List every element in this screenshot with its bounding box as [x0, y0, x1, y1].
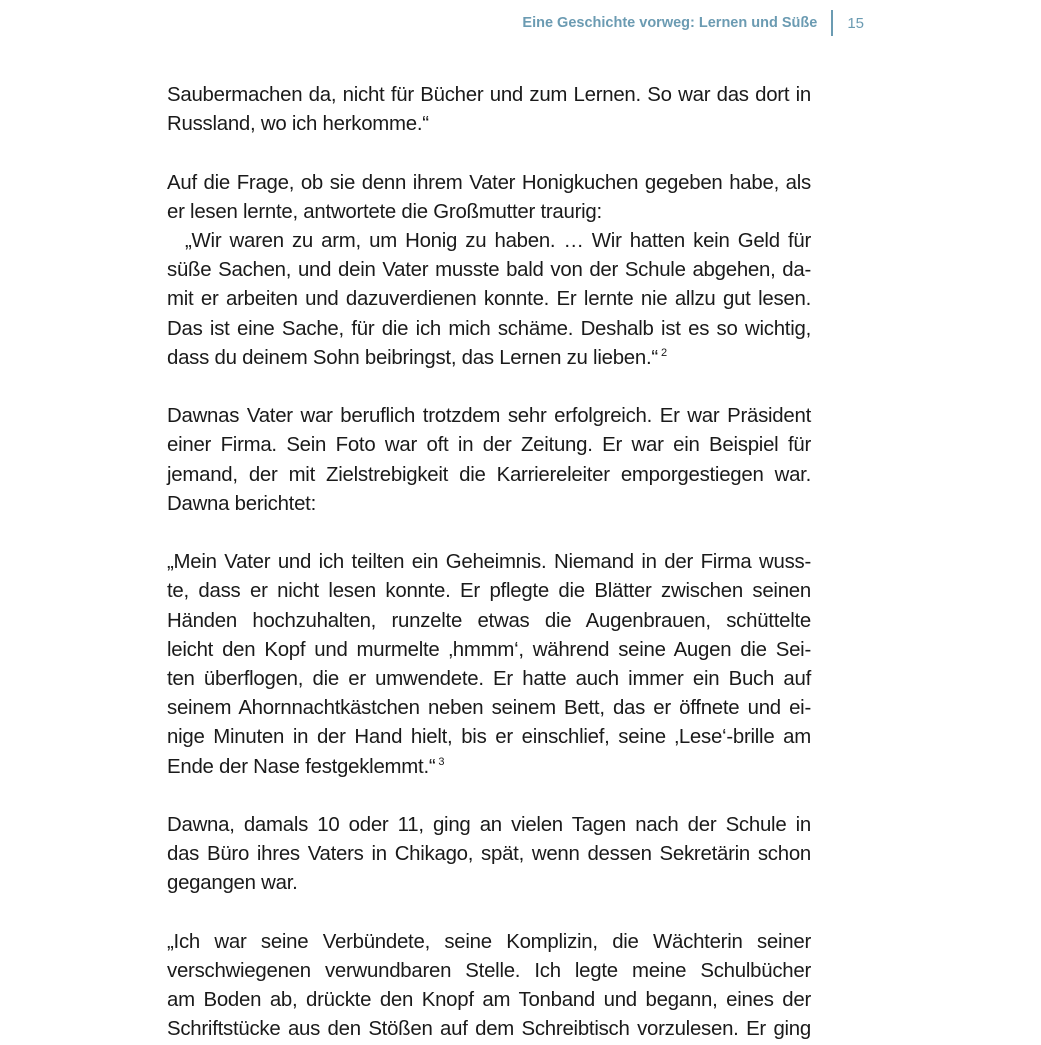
text-line [167, 344, 811, 373]
running-header [522, 10, 864, 36]
text-line: jemand, der mit Zielstrebigkeit die Karriereleiter emporgestiegen war. [167, 463, 811, 486]
text-line: gegangen war. [167, 872, 298, 895]
paragraph [167, 811, 811, 899]
body-text [167, 81, 811, 1045]
text-line: einer Firma. Sein Foto war oft in der Zeitung. Er war ein Beispiel für [167, 434, 811, 457]
text-line: am Boden ab, drückte den Knopf am Tonband und begann, eines der [167, 989, 811, 1012]
paragraph [167, 169, 811, 373]
text-line: er lesen lernte, antwortete die Großmutter traurig: [167, 200, 602, 223]
text-line: „Mein Vater und ich teilten ein Geheimnis. Niemand in der Firma wuss- [167, 551, 811, 574]
text-line: Dawna, damals 10 oder 11, ging an vielen Tagen nach der Schule in [167, 814, 811, 837]
footnote-marker: 3 [438, 755, 445, 768]
text-line: verschwiegenen verwundbaren Stelle. Ich legte meine Schulbücher [167, 960, 811, 983]
paragraph [167, 548, 811, 782]
page-number: 15 [847, 14, 864, 32]
text-line: leicht den Kopf und murmelte ‚hmmm‘, während seine Augen die Sei- [167, 638, 811, 661]
paragraph [167, 402, 811, 519]
text-line: „Wir waren zu arm, um Honig zu haben. … Wir hatten kein Geld für [185, 230, 811, 252]
text-line: süße Sachen, und dein Vater musste bald von der Schule abgehen, da- [167, 259, 811, 282]
text-line: Auf die Frage, ob sie denn ihrem Vater Honigkuchen gegeben habe, als [167, 171, 811, 194]
text-line: das Büro ihres Vaters in Chikago, spät, wenn dessen Sekretärin schon [167, 843, 811, 866]
text-line: Russland, wo ich herkomme.“ [167, 113, 429, 136]
text-line-content: Ende der Nase festgeklemmt.“ [167, 755, 436, 778]
text-line: Schriftstücke aus den Stößen auf dem Schreibtisch vorzulesen. Er ging [167, 1018, 811, 1041]
paragraph [167, 81, 811, 139]
chapter-title: Eine Geschichte vorweg: Lernen und Süße [522, 15, 818, 31]
text-line: „Ich war seine Verbündete, seine Komplizin, die Wächterin seiner [167, 930, 811, 953]
text-line: Das ist eine Sache, für die ich mich schäme. Deshalb ist es so wichtig, [167, 317, 811, 340]
paragraph [167, 928, 811, 1045]
text-line: seinem Ahornnachtkästchen neben seinem Bett, das er öffnete und ei- [167, 697, 811, 720]
text-line: Dawna berichtet: [167, 492, 317, 515]
text-line: te, dass er nicht lesen konnte. Er pflegte die Blätter zwischen seinen [167, 580, 811, 603]
header-divider [831, 10, 833, 36]
text-line: mit er arbeiten und dazuverdienen konnte. Er lernte nie allzu gut lesen. [167, 288, 811, 311]
text-line-content: dass du deinem Sohn beibringst, das Lernen zu lieben.“ [167, 346, 658, 369]
text-line [167, 753, 811, 782]
text-line: Saubermachen da, nicht für Bücher und zum Lernen. So war das dort in [167, 84, 811, 106]
text-line: Händen hochzuhalten, runzelte etwas die Augenbrauen, schüttelte [167, 609, 811, 632]
footnote-marker: 2 [660, 346, 667, 359]
text-line: nige Minuten in der Hand hielt, bis er einschlief, seine ‚Lese‘-brille am [167, 726, 811, 749]
text-line: Dawnas Vater war beruflich trotzdem sehr erfolgreich. Er war Präsident [167, 405, 811, 428]
text-line: ten überflogen, die er umwendete. Er hatte auch immer ein Buch auf [167, 668, 811, 691]
